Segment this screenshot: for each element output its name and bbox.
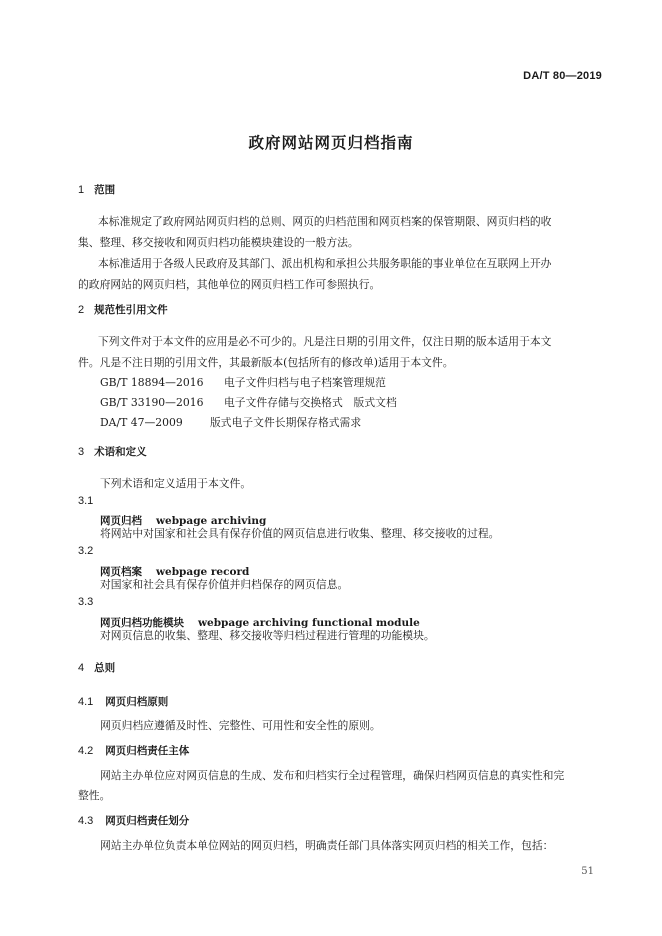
- subsection-title: 网页归档责任划分: [105, 815, 190, 827]
- reference-item: [100, 375, 386, 390]
- term-definition: 将网站中对国家和社会具有保存价值的网页信息进行收集、整理、移交接收的过程。: [100, 527, 500, 540]
- subsection-number: 4.3: [78, 815, 94, 827]
- section-2-heading: [78, 302, 168, 317]
- paragraph-line: 网站主办单位应对网页信息的生成、发布和归档实行全过程管理，确保归档网页信息的真实性和完: [100, 769, 565, 782]
- section-title: 规范性引用文件: [94, 304, 168, 316]
- reference-title: 版式电子文件长期保存格式需求: [210, 416, 362, 429]
- term-en: webpage archiving: [156, 515, 267, 527]
- term-definition: 对国家和社会具有保存价值并归档保存的网页信息。: [100, 578, 349, 591]
- reference-code: GB/T 18894—2016: [100, 376, 204, 389]
- section-1-heading: [78, 182, 115, 197]
- paragraph-line: 下列文件对于本文件的应用是必不可少的。凡是注日期的引用文件，仅注日期的版本适用于本文: [98, 335, 552, 348]
- standard-number: DA/T 80—2019: [523, 70, 602, 82]
- subsection-4-1-heading: [78, 694, 168, 709]
- subsection-title: 网页归档原则: [105, 696, 169, 708]
- section-number: 1: [78, 184, 85, 196]
- page-number: 51: [581, 866, 594, 877]
- paragraph-line: 网站主办单位负责本单位网站的网页归档，明确责任部门具体落实网页归档的相关工作，包括：: [100, 839, 554, 852]
- subsection-title: 网页归档责任主体: [105, 745, 190, 757]
- reference-item: [100, 395, 397, 410]
- subsection-4-3-heading: [78, 813, 189, 828]
- section-number: 4: [78, 662, 85, 674]
- section-title: 范围: [94, 184, 116, 196]
- reference-title: 电子文件归档与电子档案管理规范: [224, 376, 386, 389]
- term-en: webpage record: [156, 566, 250, 578]
- paragraph-line: 整性。: [78, 789, 111, 802]
- paragraph-line: 本标准规定了政府网站网页归档的总则、网页的归档范围和网页档案的保管期限、网页归档的收: [98, 215, 552, 228]
- term-number: 3.2: [78, 545, 94, 557]
- term-zh: 网页档案: [100, 566, 142, 578]
- paragraph-line: 下列术语和定义适用于本文件。: [100, 477, 252, 490]
- paragraph-line: 本标准适用于各级人民政府及其部门、派出机构和承担公共服务职能的事业单位在互联网上开办: [98, 257, 552, 270]
- paragraph-line: 件。凡是不注日期的引用文件，其最新版本(包括所有的修改单)适用于本文件。: [78, 356, 454, 369]
- section-3-heading: [78, 444, 147, 459]
- reference-code: DA/T 47—2009: [100, 416, 183, 429]
- term-number: 3.3: [78, 596, 94, 608]
- term-definition: 对网页信息的收集、整理、移交接收等归档过程进行管理的功能模块。: [100, 629, 435, 642]
- paragraph-line: 集、整理、移交接收和网页归档功能模块建设的一般方法。: [78, 236, 359, 249]
- section-number: 3: [78, 446, 85, 458]
- reference-code: GB/T 33190—2016: [100, 396, 204, 409]
- section-number: 2: [78, 304, 85, 316]
- term-zh: 网页归档功能模块: [100, 617, 184, 629]
- section-title: 总则: [94, 662, 116, 674]
- term-zh: 网页归档: [100, 515, 142, 527]
- paragraph-line: 的政府网站的网页归档，其他单位的网页归档工作可参照执行。: [78, 278, 381, 291]
- term-number: 3.1: [78, 495, 94, 507]
- reference-item: [100, 415, 361, 430]
- subsection-number: 4.2: [78, 745, 94, 757]
- paragraph-line: 网页归档应遵循及时性、完整性、可用性和安全性的原则。: [100, 719, 381, 732]
- section-title: 术语和定义: [94, 446, 147, 458]
- reference-title: 电子文件存储与交换格式 版式文档: [224, 396, 397, 409]
- term-en: webpage archiving functional module: [198, 617, 420, 629]
- document-title: 政府网站网页归档指南: [248, 134, 414, 152]
- section-4-heading: [78, 660, 115, 675]
- subsection-number: 4.1: [78, 696, 94, 708]
- subsection-4-2-heading: [78, 743, 189, 758]
